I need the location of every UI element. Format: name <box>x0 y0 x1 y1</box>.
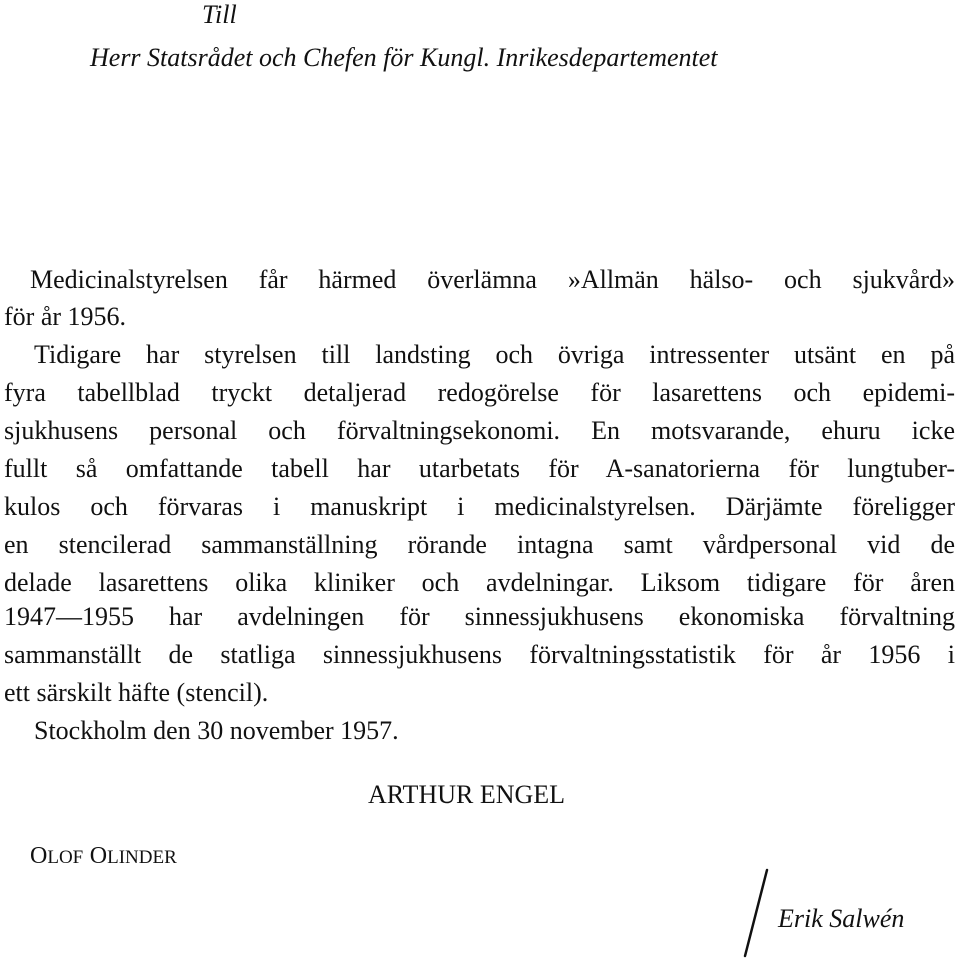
body-line: en stencilerad sammanställning rörande intagna samt vårdpersonal vid de <box>4 530 955 559</box>
rapporteur-name: Erik Salwén <box>778 904 905 933</box>
countersignatory-initial-first: O <box>30 843 48 869</box>
countersignatory-last-rest: LINDER <box>107 847 177 868</box>
body-line: fullt så omfattande tabell har utarbetats för A-sanatorierna för lungtuber- <box>4 454 955 483</box>
countersignatory-initial-last: O <box>89 843 108 869</box>
countersignatory-first-rest: LOF <box>47 847 84 868</box>
body-line: för år 1956. <box>4 302 127 331</box>
body-line: delade lasarettens olika kliniker och avdelningar. Liksom tidigare för åren <box>4 568 955 597</box>
body-line: Tidigare har styrelsen till landsting och övriga intressenter utsänt en på <box>34 340 955 369</box>
signature-slash-mark <box>741 868 771 958</box>
address-recipient: Herr Statsrådet och Chefen för Kungl. Inrikesdepartementet <box>90 43 718 72</box>
body-line: fyra tabellblad tryckt detaljerad redogörelse för lasarettens och epidemi- <box>4 378 955 407</box>
body-line: ett särskilt häfte (stencil). <box>4 678 269 707</box>
body-line: sammanställt de statliga sinnessjukhusens förvaltningsstatistik för år 1956 i <box>4 640 955 669</box>
body-line: 1947—1955 har avdelningen för sinnessjukhusens ekonomiska förvaltning <box>4 602 955 631</box>
address-to: Till <box>202 0 237 29</box>
countersignatory-name <box>30 840 177 873</box>
place-date: Stockholm den 30 november 1957. <box>34 716 399 745</box>
body-line: Medicinalstyrelsen får härmed överlämna »Allmän hälso- och sjukvård» <box>30 265 955 294</box>
signatory-name: ARTHUR ENGEL <box>368 780 566 809</box>
body-line: sjukhusens personal och förvaltningsekonomi. En motsvarande, ehuru icke <box>4 416 955 445</box>
body-line: kulos och förvaras i manuskript i medicinalstyrelsen. Därjämte föreligger <box>4 492 955 521</box>
